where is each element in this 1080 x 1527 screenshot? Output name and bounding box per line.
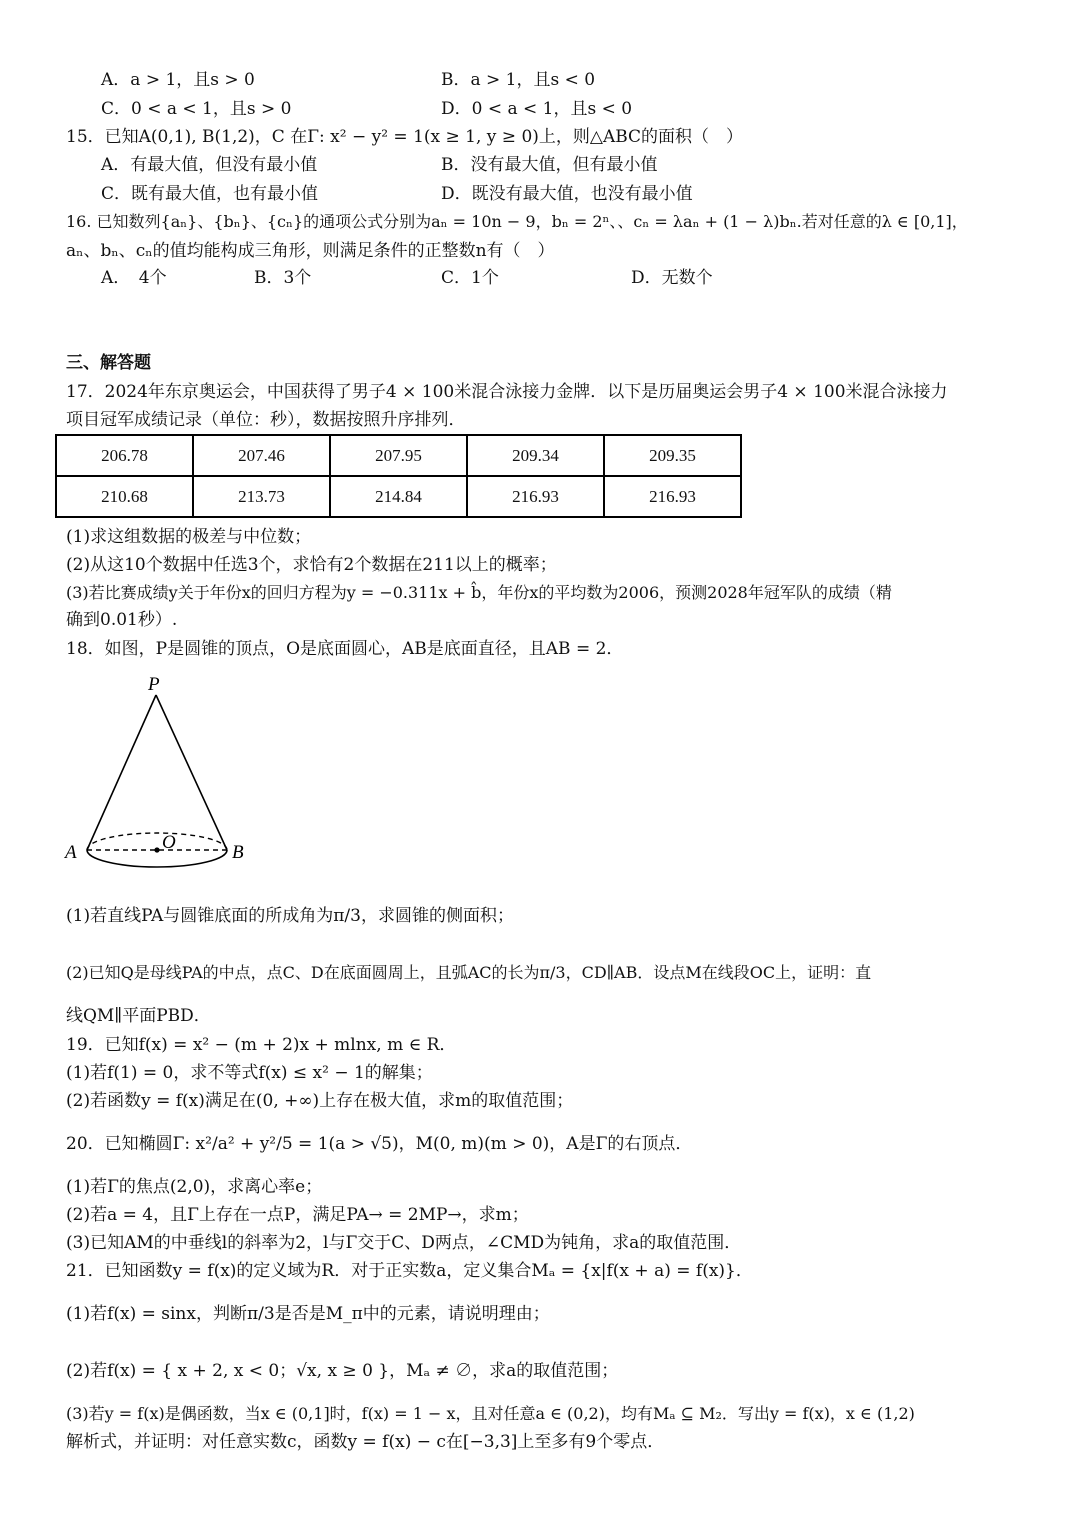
q21-stem: 21．已知函数y = f(x)的定义域为R．对于正实数a，定义集合Mₐ = {x|f(x + a) = f(x)}． (66, 1261, 753, 1281)
q18-part2-line2: 线QM∥平面PBD． (66, 1006, 211, 1026)
q14-option-b: B．a > 1，且s < 0 (441, 70, 596, 90)
label-p: P (148, 674, 160, 695)
q15-option-d: D．既没有最大值，也没有最小值 (441, 184, 693, 204)
q17-part3-line2: 确到0.01秒）. (66, 610, 178, 630)
q19-stem: 19．已知f(x) = x² − (m + 2)x + mlnx, m ∈ R． (66, 1035, 457, 1055)
q20-part2: (2)若a = 4，且Γ上存在一点P，满足PA→ = 2MP→，求m； (66, 1205, 529, 1225)
q21-part3-line1: (3)若y = f(x)是偶函数，当x ∈ (0,1]时，f(x) = 1 − x，且对任意a ∈ (0,2)，均有Mₐ ⊆ M₂．写出y = f(x)，x ∈ (1,2) (66, 1404, 915, 1423)
generatrix-pb (156, 695, 227, 850)
table-cell: 206.78 (56, 435, 193, 476)
q15-option-a: A．有最大值，但没有最小值 (101, 155, 318, 175)
cone-figure (60, 668, 260, 868)
table-cell: 209.35 (604, 435, 741, 476)
q16-option-c: C．1个 (441, 268, 499, 288)
q17-part1: (1)求这组数据的极差与中位数； (66, 527, 312, 547)
table-cell: 207.95 (330, 435, 467, 476)
q15-option-b: B．没有最大值，但有最小值 (441, 155, 658, 175)
section-heading: 三、解答题 (66, 353, 151, 373)
q16-option-b: B．3个 (254, 268, 312, 288)
q17-stem-line1: 17．2024年东京奥运会，中国获得了男子4 × 100米混合泳接力金牌．以下是历届奥运会男子4 × 100米混合泳接力 (66, 382, 948, 402)
q16-stem-line2: aₙ、bₙ、cₙ的值均能构成三角形，则满足条件的正整数n有（ ） (66, 241, 555, 261)
table-cell: 216.93 (604, 476, 741, 517)
q16-option-a: A． 4个 (101, 268, 167, 288)
label-a: A (65, 842, 77, 863)
q20-part3: (3)已知AM的中垂线l的斜率为2，l与Γ交于C、D两点，∠CMD为钝角，求a的取值范围． (66, 1233, 742, 1253)
q19-part2: (2)若函数y = f(x)满足在(0, +∞)上存在极大值，求m的取值范围； (66, 1091, 574, 1111)
generatrix-pa (87, 695, 156, 850)
table-cell: 207.46 (193, 435, 330, 476)
q15-option-c: C．既有最大值，也有最小值 (101, 184, 319, 204)
q18-part2-line1: (2)已知Q是母线PA的中点，点C、D在底面圆周上，且弧AC的长为π/3，CD∥AB．设点M在线段OC上，证明：直 (66, 963, 872, 982)
results-table (55, 434, 742, 518)
table-row (56, 476, 741, 517)
q16-stem-line1: 16. 已知数列{aₙ}、{bₙ}、{cₙ}的通项公式分别为aₙ = 10n − 9，bₙ = 2ⁿ、、cₙ = λaₙ + (1 − λ)bₙ.若对任意的λ ∈ [0,1]， (66, 212, 968, 231)
q20-part1: (1)若Γ的焦点(2,0)，求离心率e； (66, 1177, 323, 1197)
q18-stem: 18．如图，P是圆锥的顶点，O是底面圆心，AB是底面直径，且AB = 2． (66, 639, 624, 659)
label-o: O (162, 832, 176, 853)
table-cell: 210.68 (56, 476, 193, 517)
q21-part1: (1)若f(x) = sinx，判断π/3是否是M_π中的元素，请说明理由； (66, 1304, 550, 1324)
q21-part2: (2)若f(x) = { x + 2, x < 0；√x, x ≥ 0 }，Mₐ ≠ ∅，求a的取值范围； (66, 1361, 619, 1381)
q21-part3-line2: 解析式，并证明：对任意实数c，函数y = f(x) − c在[−3,3]上至多有9个零点． (66, 1432, 665, 1452)
center-point (154, 847, 159, 852)
table-cell: 216.93 (467, 476, 604, 517)
q17-part3-line1: (3)若比赛成绩y关于年份x的回归方程为y = −0.311x + b̂，年份x的平均数为2006，预测2028年冠军队的成绩（精 (66, 583, 892, 602)
q17-stem-line2: 项目冠军成绩记录（单位：秒），数据按照升序排列． (66, 410, 466, 430)
q17-part2: (2)从这10个数据中任选3个，求恰有2个数据在211以上的概率； (66, 555, 557, 575)
q14-option-a: A．a > 1，且s > 0 (101, 70, 255, 90)
table-cell: 214.84 (330, 476, 467, 517)
q16-option-d: D．无数个 (631, 268, 713, 288)
label-b: B (232, 842, 244, 863)
q19-part1: (1)若f(1) = 0，求不等式f(x) ≤ x² − 1的解集； (66, 1063, 433, 1083)
table-cell: 209.34 (467, 435, 604, 476)
table-cell: 213.73 (193, 476, 330, 517)
q20-stem: 20．已知椭圆Γ: x²/a² + y²/5 = 1(a > √5)，M(0, m)(m > 0)，A是Γ的右顶点． (66, 1134, 693, 1154)
q15-stem: 15．已知A(0,1), B(1,2)，C 在Γ: x² − y² = 1(x ≥ 1, y ≥ 0)上，则△ABC的面积（ ） (66, 127, 744, 147)
q14-option-c: C．0 < a < 1，且s > 0 (101, 99, 292, 119)
table-row (56, 435, 741, 476)
q18-part1: (1)若直线PA与圆锥底面的所成角为π/3，求圆锥的侧面积； (66, 906, 514, 926)
q14-option-d: D．0 < a < 1，且s < 0 (441, 99, 633, 119)
